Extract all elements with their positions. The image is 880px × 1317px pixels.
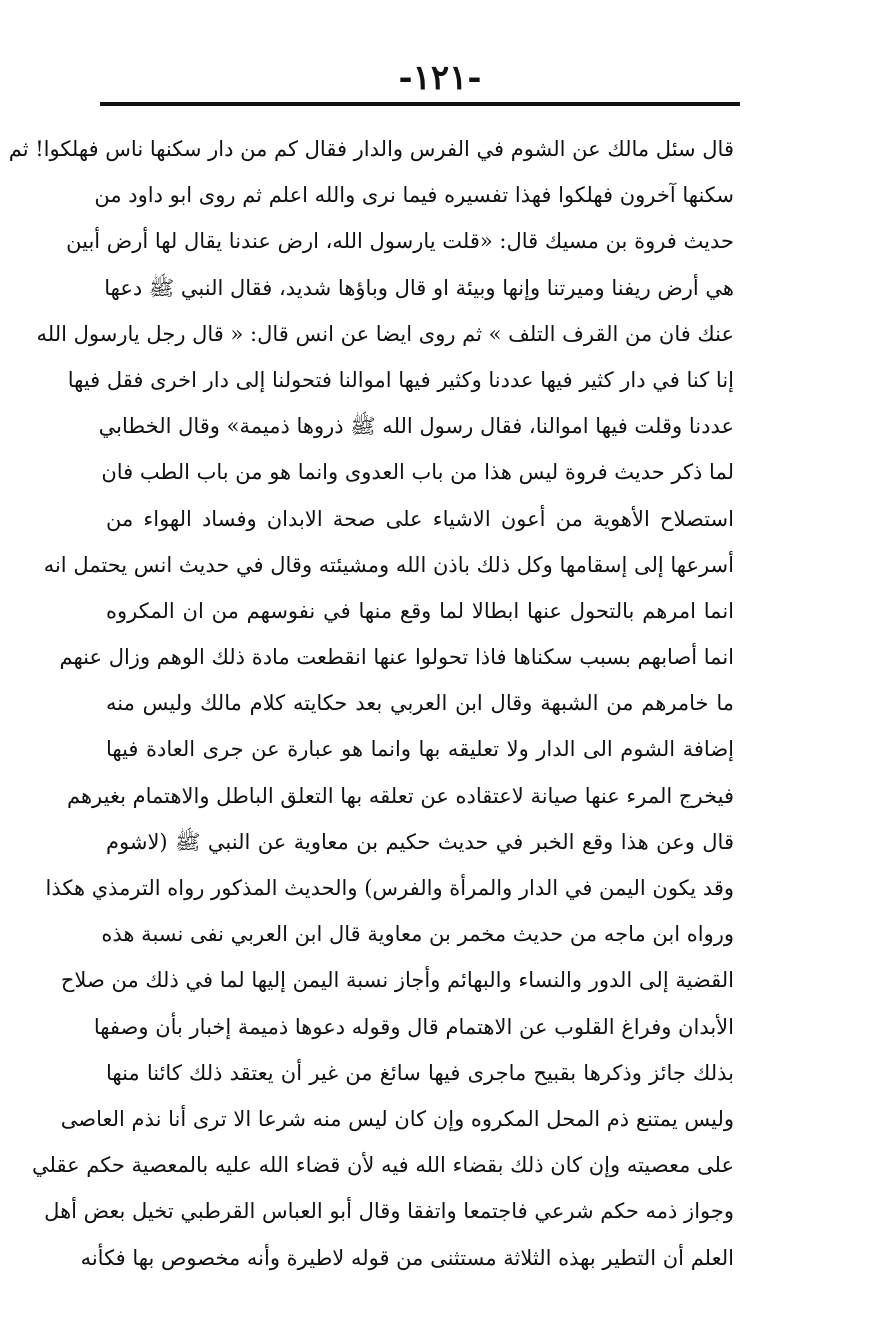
text-line: عنك فان من القرف التلف » ثم روى ايضا عن انس قال: « قال رجل يارسول الله <box>36 321 734 346</box>
text-line: قال سئل مالك عن الشوم في الفرس والدار فقال كم من دار سكنها ناس فهلكوا! ثم <box>8 137 734 161</box>
text-line: عددنا وقلت فيها اموالنا، فقال رسول الله ﷺ ذروها ذميمة» وقال الخطابي <box>98 414 734 439</box>
text-line: ورواه ابن ماجه من حديث مخمر بن معاوية قال ابن العربي نفى نسبة هذه <box>101 922 734 947</box>
page-number: -١٢١- <box>398 58 482 98</box>
text-line: إضافة الشوم الى الدار ولا تعليقه بها وانما هو عبارة عن جرى العادة فيها <box>106 737 734 762</box>
text-line: الأبدان وفراغ القلوب عن الاهتمام قال وقوله دعوها ذميمة إخبار بأن وصفها <box>93 1014 734 1039</box>
text-line: أسرعها إلى إسقامها وكل ذلك باذن الله ومشيئته وقال في حديث انس يحتمل انه <box>43 552 734 577</box>
header-rule <box>100 102 740 106</box>
text-line: حديث فروة بن مسيك قال: «قلت يارسول الله، ارض عندنا يقال لها أرض أبين <box>66 229 734 254</box>
text-body <box>8 126 734 1281</box>
text-line: وليس يمتنع ذم المحل المكروه وإن كان ليس منه شرعا الا ترى أنا نذم العاصى <box>60 1106 734 1131</box>
text-line: هي أرض ريفنا وميرتنا وإنها وبيئة او قال وباؤها شديد، فقال النبي ﷺ دعها <box>104 275 734 300</box>
text-line: فيخرج المرء عنها صيانة لاعتقاده عن تعلقه بها التعلق الباطل والاهتمام بغيرهم <box>66 783 734 808</box>
text-line: القضية إلى الدور والنساء والبهائم وأجاز نسبة اليمن إليها لما في ذلك من صلاح <box>60 968 734 993</box>
text-line: سكنها آخرون فهلكوا فهذا تفسيره فيما نرى والله اعلم ثم روى ابو داود من <box>94 183 734 208</box>
text-line: العلم أن التطير بهذه الثلاثة مستثنى من قوله لاطيرة وأنه مخصوص بها فكأنه <box>80 1245 734 1270</box>
text-line: لما ذكر حديث فروة ليس هذا من باب العدوى وانما هو من باب الطب فان <box>101 460 734 485</box>
text-line: بذلك جائز وذكرها بقبيح ماجرى فيها سائغ من غير أن يعتقد ذلك كائنا منها <box>106 1060 734 1085</box>
text-line: وقد يكون اليمن في الدار والمرأة والفرس) والحديث المذكور رواه الترمذي هكذا <box>45 876 734 900</box>
text-line: ما خامرهم من الشبهة وقال ابن العربي بعد حكايته كلام مالك وليس منه <box>106 691 734 716</box>
text-line: على معصيته وإن كان ذلك بقضاء الله فيه لأن قضاء الله عليه بالمعصية حكم عقلي <box>32 1153 734 1178</box>
text-line: وجواز ذمه حكم شرعي فاجتمعا واتفقا وقال أبو العباس القرطبي تخيل بعض أهل <box>44 1199 734 1224</box>
text-line: قال وعن هذا وقع الخبر في حديث حكيم بن معاوية عن النبي ﷺ (لاشوم <box>106 829 734 854</box>
text-line: انما امرهم بالتحول عنها ابطالا لما وقع منها في نفوسهم من ان المكروه <box>106 598 734 623</box>
text-line: استصلاح الأهوية من أعون الاشياء على صحة الابدان وفساد الهواء من <box>106 506 734 531</box>
text-line: إنا كنا في دار كثير فيها عددنا وكثير فيها اموالنا فتحولنا إلى دار اخرى فقل فيها <box>67 367 734 392</box>
text-line: انما أصابهم بسبب سكناها فاذا تحولوا عنها انقطعت مادة ذلك الوهم وزال عنهم <box>59 645 734 670</box>
